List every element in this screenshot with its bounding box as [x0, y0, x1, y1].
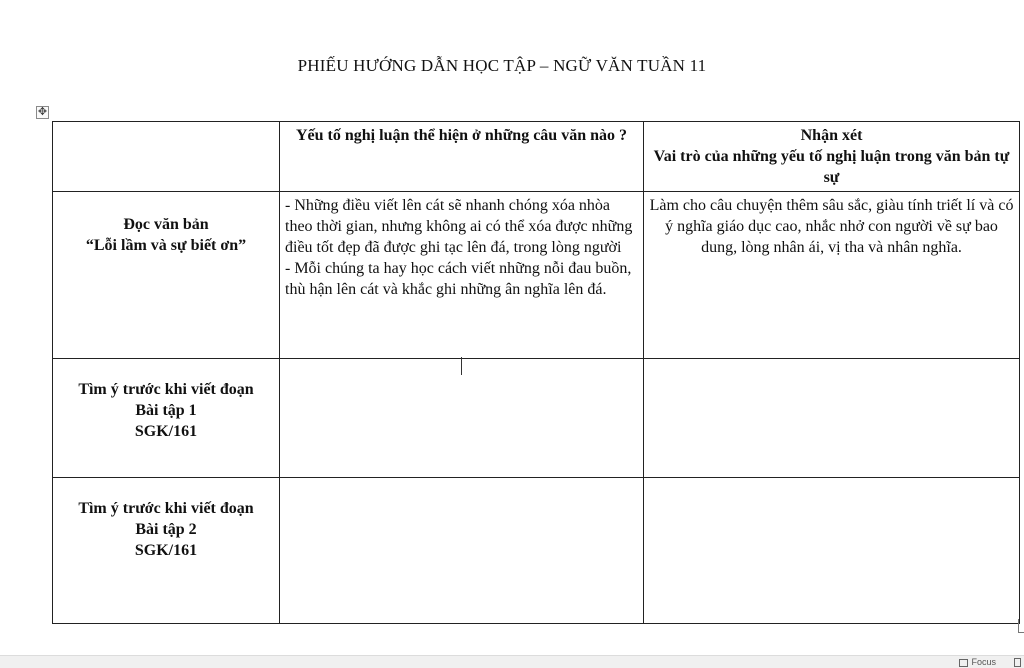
comment-cell[interactable]	[644, 359, 1020, 478]
table-header-row	[53, 122, 1020, 192]
header-comment-title: Nhận xét	[800, 127, 863, 144]
argument-cell[interactable]	[280, 478, 644, 624]
focus-button[interactable]	[959, 657, 996, 668]
status-bar	[0, 655, 1024, 668]
row-label-cell[interactable]	[53, 359, 280, 478]
header-comment-subtitle: Vai trò của những yếu tố nghị luận trong văn bản tự sự	[653, 148, 1010, 186]
row-label-line: Bài tập 1	[135, 402, 197, 419]
table-row	[53, 192, 1020, 359]
header-cell-argument[interactable]	[280, 122, 644, 192]
row-label-line: SGK/161	[134, 423, 198, 440]
document-title: PHIẾU HƯỚNG DẪN HỌC TẬP – NGỮ VĂN TUẦN 11	[297, 56, 707, 75]
row-label-line: SGK/161	[134, 542, 198, 559]
header-cell-comment[interactable]	[644, 122, 1020, 192]
text-cursor	[461, 357, 462, 375]
row-label-line: “Lỗi lầm và sự biết ơn”	[85, 237, 247, 254]
focus-label: Focus	[971, 657, 996, 667]
view-mode-icon[interactable]	[1014, 658, 1021, 667]
row-label-cell[interactable]	[53, 478, 280, 624]
argument-paragraph: - Những điều viết lên cát sẽ nhanh chóng xóa nhòa theo thời gian, nhưng không ai có thể xóa được những điều tốt đẹp đã được ghi tạc lên đá, trong lòng người	[285, 197, 633, 256]
row-label-cell[interactable]	[53, 192, 280, 359]
row-label-line: Tìm ý trước khi viết đoạn	[78, 500, 254, 517]
argument-cell[interactable]	[280, 359, 644, 478]
table-row	[53, 359, 1020, 478]
comment-text: Làm cho câu chuyện thêm sâu sắc, giàu tính triết lí và có ý nghĩa giáo dục cao, nhắc nhở con người về sự bao dung, lòng nhân ái, vị tha và nhân nghĩa.	[649, 197, 1014, 256]
table-move-handle-icon[interactable]: ✥	[37, 106, 48, 118]
comment-cell[interactable]	[644, 192, 1020, 359]
comment-cell[interactable]	[644, 478, 1020, 624]
page-corner-mark	[1018, 619, 1024, 633]
argument-cell[interactable]	[280, 192, 644, 359]
table-row	[53, 478, 1020, 624]
row-label-line: Tìm ý trước khi viết đoạn	[78, 381, 254, 398]
guidance-table	[52, 121, 1020, 624]
argument-paragraph: - Mỗi chúng ta hay học cách viết những nỗi đau buồn, thù hận lên cát và khắc ghi những ân nghĩa lên đá.	[285, 260, 632, 298]
header-argument-text: Yếu tố nghị luận thể hiện ở những câu văn nào ?	[296, 127, 627, 144]
row-label-line: Bài tập 2	[135, 521, 197, 538]
header-cell-empty[interactable]	[53, 122, 280, 192]
row-label-line: Đọc văn bản	[123, 216, 209, 233]
focus-icon	[959, 659, 968, 667]
